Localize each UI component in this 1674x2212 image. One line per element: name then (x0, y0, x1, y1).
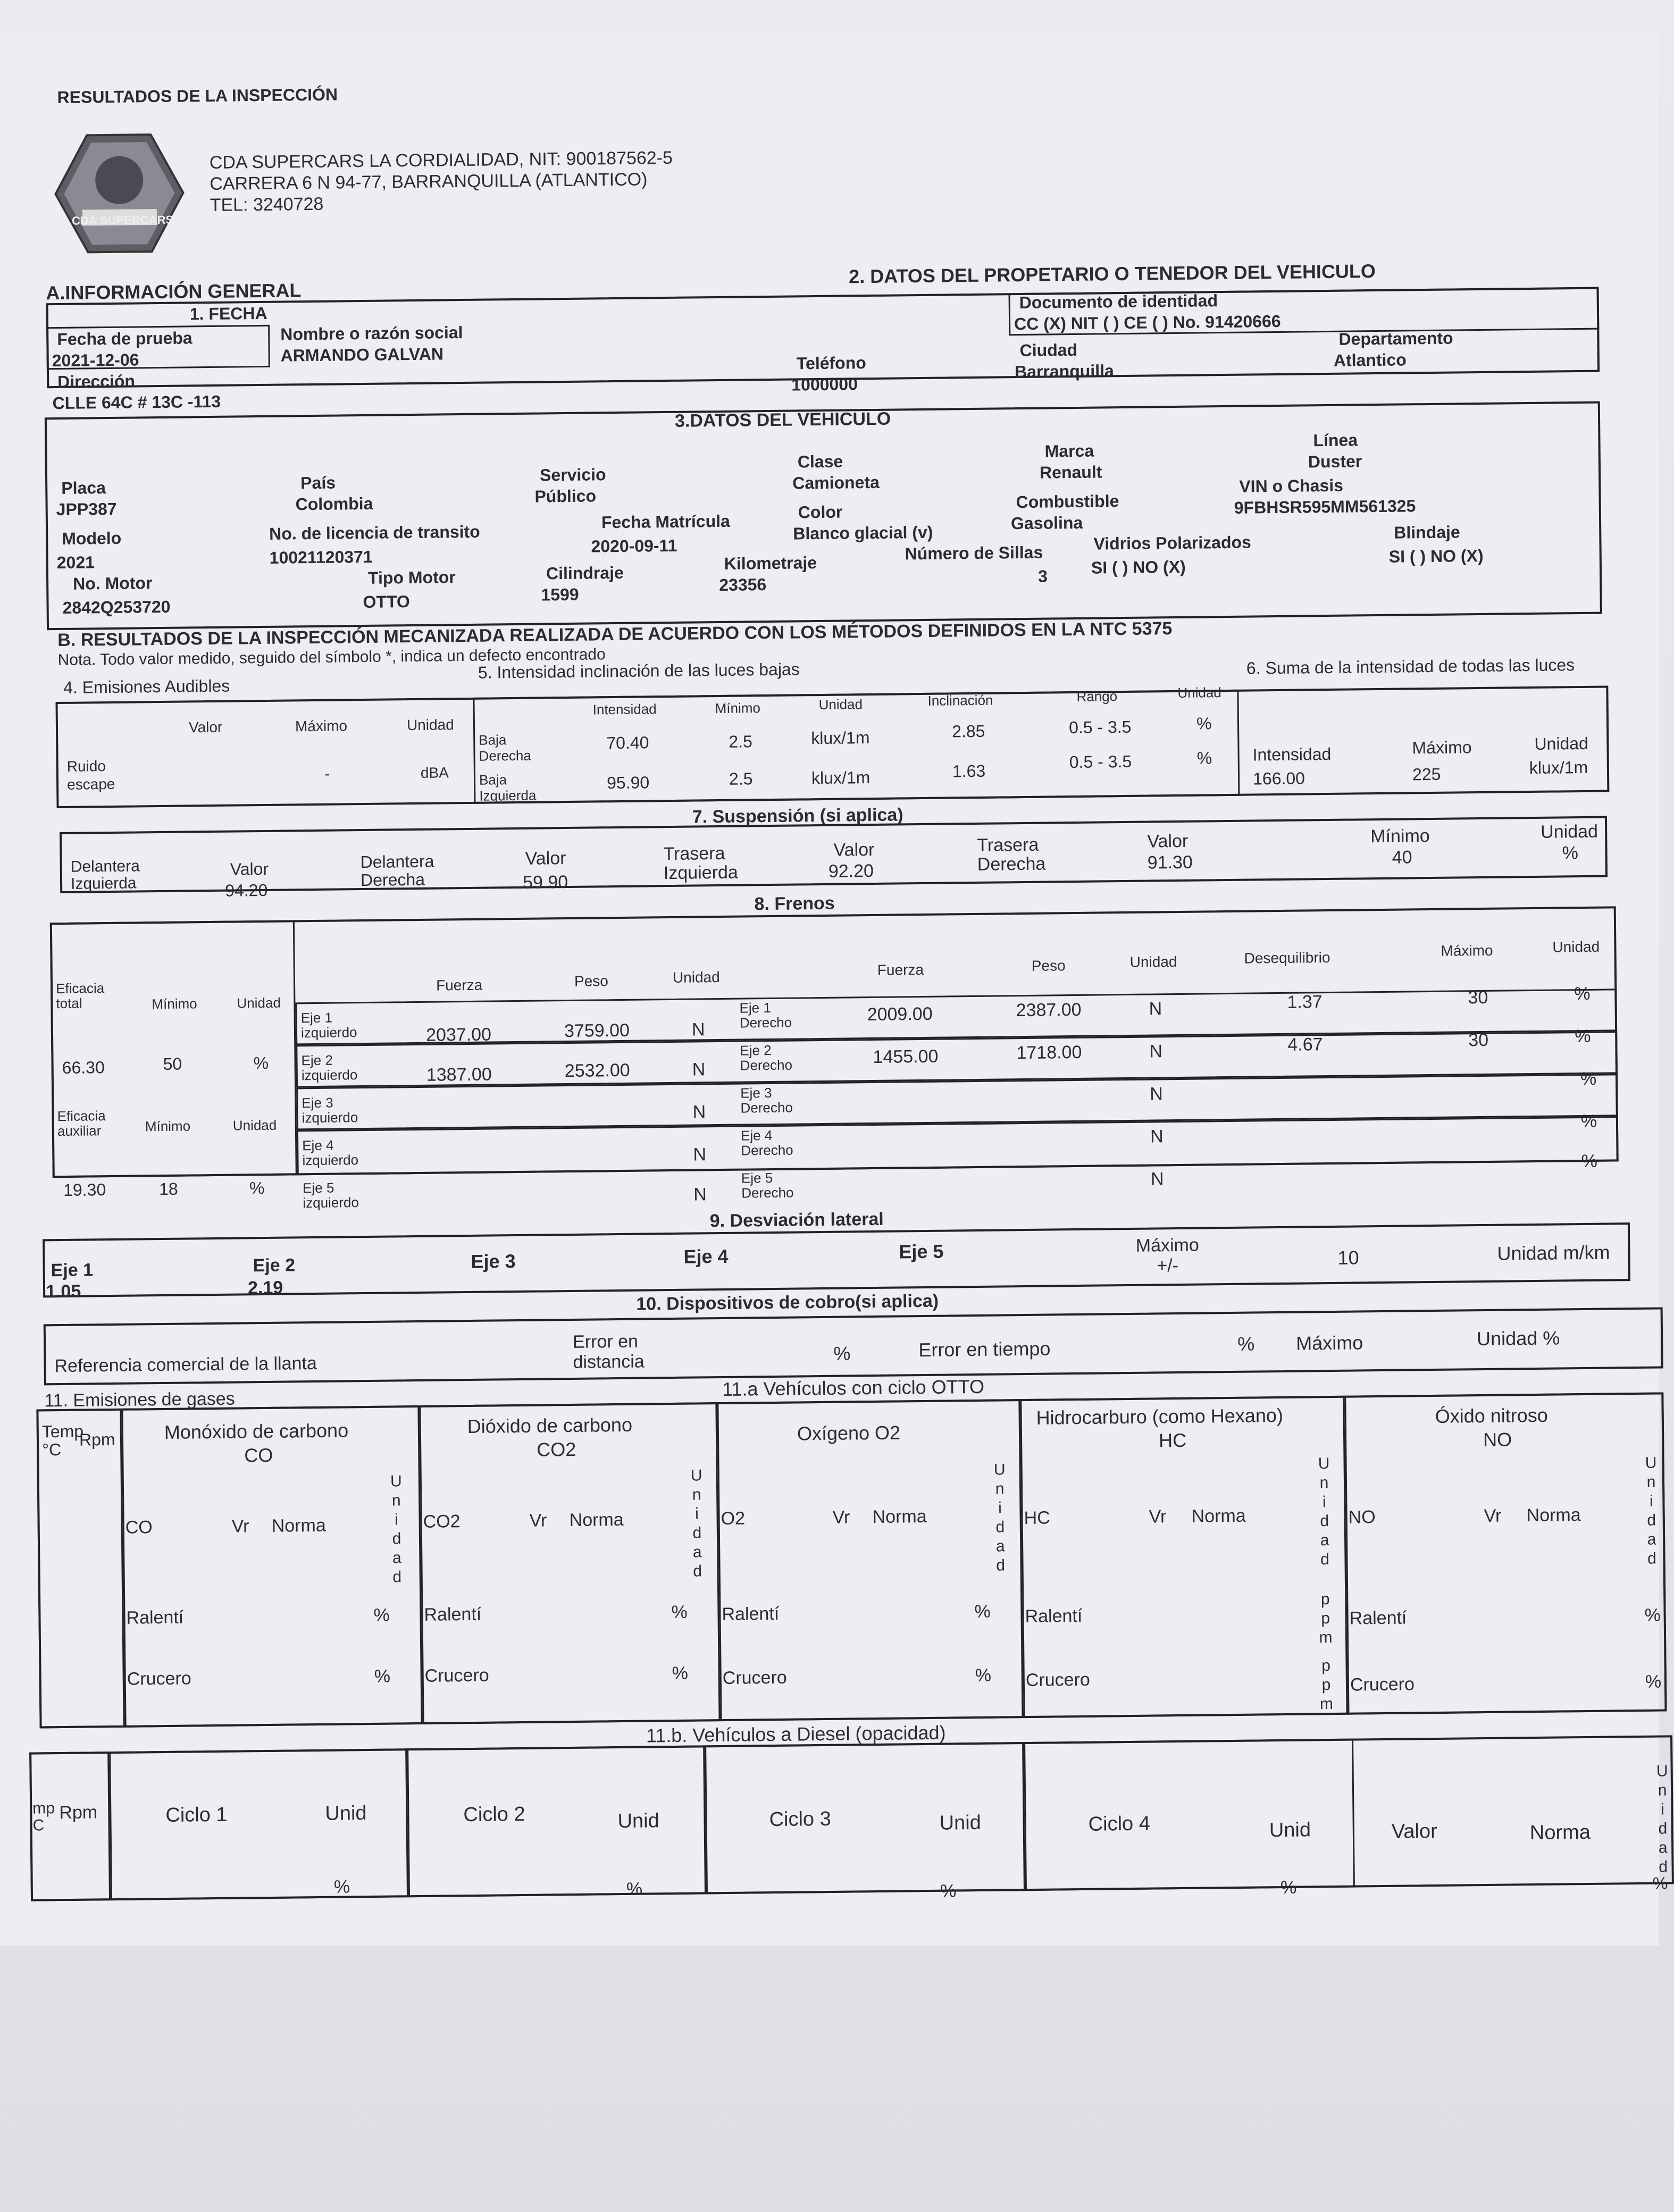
brake-row-4-izq-u: N (693, 1144, 707, 1165)
gases-otto-title: 11.a Vehículos con ciclo OTTO (722, 1375, 985, 1400)
eficacia-aux-unidad: % (249, 1178, 265, 1198)
matricula-label: Fecha Matrícula (601, 511, 731, 532)
eficacia-total-unidad-h: Unidad (237, 994, 281, 1011)
frenos-izq-unidad-h: Unidad (672, 969, 720, 986)
brake-row-3-der-u: N (1150, 1084, 1164, 1104)
diesel-ciclo-2 (407, 1745, 706, 1897)
motor-value: 2842Q253720 (62, 597, 171, 617)
frenos-der-unidad-h: Unidad (1129, 953, 1177, 970)
diesel-rpm-label: Rpm (59, 1802, 98, 1823)
gas3-vr: Vr (832, 1507, 850, 1528)
tipo-motor-label: Tipo Motor (367, 567, 456, 588)
frenos-izq-peso-h: Peso (574, 973, 609, 990)
gas2-vr: Vr (529, 1510, 547, 1531)
gas2-unidad-vert: U n i d a d (690, 1467, 702, 1580)
susp-ti-value: 92.20 (828, 860, 874, 882)
km-label: Kilometraje (724, 553, 817, 573)
gas2-norma: Norma (569, 1509, 624, 1531)
diesel-valor-label: Valor (1391, 1820, 1437, 1843)
diesel-norma-label: Norma (1529, 1821, 1591, 1845)
susp-td-label: Trasera Derecha (977, 834, 1046, 875)
diesel-u: % (1652, 1873, 1668, 1893)
cobro-err-dist-u: % (833, 1342, 851, 1364)
gas1-unidad-vert: U n i d a d (390, 1472, 402, 1586)
sillas-value: 3 (1037, 566, 1048, 586)
desv-eje2-label: Eje 2 (253, 1255, 296, 1276)
cobro-unidad-label: Unidad % (1476, 1327, 1560, 1350)
gas1-col: CO (125, 1517, 153, 1538)
susp-dd-label: Delantera Derecha (360, 851, 434, 890)
nombre-label: Nombre o razón social (280, 322, 463, 344)
gas1-ralenti: Ralentí (126, 1607, 184, 1628)
luces-h-unidad: Unidad (818, 696, 863, 713)
motor-label: No. Motor (72, 573, 153, 593)
gas5-col: NO (1348, 1507, 1376, 1528)
eficacia-total-label: Eficacia total (55, 980, 105, 1012)
desv-eje1-value: 1.05 (45, 1281, 81, 1302)
gas1-crucero: Crucero (127, 1668, 191, 1689)
gases-rpm-label: Rpm (79, 1429, 115, 1449)
fecha-prueba-value: 2021-12-06 (52, 350, 139, 371)
gas5-name: Óxido nitroso (1435, 1404, 1548, 1427)
frenos-max-h: Máximo (1441, 942, 1493, 959)
susp-di-value: 94.20 (225, 880, 268, 900)
susp-ti-label: Trasera Izquierda (663, 843, 738, 884)
susp-td-valor-h: Valor (1147, 831, 1188, 852)
modelo-label: Modelo (62, 528, 122, 548)
diesel-ciclo-1-unid: Unid (325, 1802, 367, 1825)
susp-min-value: 40 (1392, 847, 1412, 868)
gas5-norma: Norma (1526, 1505, 1581, 1526)
diesel-temp-label: mp C (32, 1799, 55, 1834)
ciudad-label: Ciudad (1019, 340, 1078, 361)
gas4-ralenti: Ralentí (1025, 1605, 1083, 1627)
desv-eje2-value: 2.19 (247, 1277, 283, 1298)
gas4-crucero: Crucero (1025, 1669, 1090, 1691)
gas3-name: Oxígeno O2 (797, 1421, 901, 1445)
gas4-norma: Norma (1191, 1505, 1246, 1527)
suma-intensidad: 166.00 (1252, 768, 1305, 789)
gas2-col: CO2 (423, 1511, 461, 1532)
diesel-ciclo-4-u: % (1280, 1877, 1297, 1898)
telefono-value: 1000000 (791, 374, 858, 395)
eficacia-total-unidad: % (253, 1053, 269, 1073)
gas4-vr: Vr (1149, 1506, 1167, 1527)
gas4-unidad-vert: U n i d a d (1318, 1455, 1330, 1569)
gas2-name: Dióxido de carbono (467, 1413, 633, 1438)
cobro-err-tiempo-label: Error en tiempo (918, 1337, 1051, 1361)
pais-value: Colombia (295, 493, 373, 514)
placa-label: Placa (61, 478, 106, 498)
brake-row-2-deseq: 4.67 (1287, 1034, 1323, 1055)
suma-unidad: klux/1m (1529, 757, 1588, 778)
gas2-crucero: Crucero (424, 1665, 489, 1686)
desviacion-title: 9. Desviación lateral (709, 1209, 884, 1231)
eficacia-aux-label: Eficacia auxiliar (57, 1108, 106, 1139)
gas1-norma: Norma (271, 1515, 326, 1536)
gas2-u2: % (672, 1663, 689, 1684)
servicio-label: Servicio (539, 465, 606, 485)
luces-h-rango: Rango (1076, 688, 1118, 705)
susp-min-h: Mínimo (1370, 826, 1430, 847)
brake-row-5-der: Eje 5 Derecho (741, 1169, 794, 1201)
color-value: Blanco glacial (v) (793, 522, 933, 543)
diesel-ciclo-2-unid: Unid (617, 1809, 659, 1833)
desv-max-value: 10 (1337, 1246, 1359, 1269)
combustible-value: Gasolina (1010, 513, 1083, 533)
section-b-note: Nota. Todo valor medido, seguido del símbolo *, indica un defecto encontrado (57, 646, 606, 669)
gas2-u1: % (671, 1602, 688, 1623)
gas4-u1: p p m (1319, 1590, 1333, 1647)
susp-ti-valor-h: Valor (833, 839, 875, 860)
gas2-sym: CO2 (537, 1438, 576, 1461)
marca-label: Marca (1044, 441, 1094, 461)
suma-max-h: Máximo (1412, 738, 1472, 758)
desv-eje1-label: Eje 1 (51, 1260, 94, 1281)
brake-row-1-izq-u: N (691, 1019, 705, 1040)
brake-row-5-izq: Eje 5 izquierdo (302, 1179, 359, 1211)
sillas-label: Número de Sillas (905, 542, 1043, 564)
gas1-u2: % (374, 1666, 391, 1687)
ruido-max-h: Máximo (295, 717, 348, 735)
marca-value: Renault (1039, 462, 1102, 482)
luces-row2-label: Baja Izquierda (479, 772, 537, 804)
gas4-name: Hidrocarburo (como Hexano) (1036, 1404, 1284, 1429)
depto-label: Departamento (1338, 328, 1453, 349)
susp-unidad-h: Unidad (1540, 821, 1598, 842)
tipo-motor-value: OTTO (363, 592, 411, 611)
gas1-vr: Vr (231, 1516, 249, 1537)
susp-unidad-value: % (1562, 843, 1579, 864)
ruido-max: - (324, 765, 330, 782)
frenos-deseq-h: Desequilibrio (1244, 949, 1330, 967)
luces-row2-unidad2: % (1196, 748, 1212, 768)
gas3-u2: % (975, 1665, 992, 1686)
blindaje-label: Blindaje (1394, 522, 1460, 542)
company-logo (49, 129, 189, 258)
blindaje-value: SI ( ) NO (X) (1388, 546, 1484, 566)
suspension-title: 7. Suspensión (si aplica) (692, 805, 903, 827)
cobro-max-label: Máximo (1296, 1331, 1363, 1354)
brake-row-4-u: % (1580, 1111, 1597, 1132)
luces-row1-unidad: klux/1m (811, 728, 870, 748)
eficacia-aux-min-h: Mínimo (145, 1118, 191, 1135)
brake-row-1-der: Eje 1 Derecho (739, 1000, 792, 1031)
brake-row-1-der-fuerza: 2009.00 (867, 1003, 933, 1025)
brake-row-5-u: % (1581, 1151, 1598, 1172)
doc-label: Documento de identidad (1019, 291, 1218, 313)
clase-value: Camioneta (792, 472, 880, 493)
gas1-u1: % (373, 1605, 390, 1626)
placa-value: JPP387 (56, 499, 117, 520)
gas3-unidad-vert: U n i d a d (993, 1461, 1006, 1574)
brake-row-1-deseq: 1.37 (1287, 992, 1323, 1012)
brake-row-3-der: Eje 3 Derecho (740, 1084, 793, 1116)
brake-row-2-izq-u: N (692, 1059, 706, 1080)
vehicle-title: 3.DATOS DEL VEHICULO (674, 408, 891, 431)
eficacia-total-min: 50 (163, 1054, 182, 1074)
brake-row-1-izq: Eje 1 izquierdo (300, 1009, 357, 1041)
susp-di-label: Delantera Izquierda (70, 857, 140, 893)
desv-eje3-label: Eje 3 (471, 1250, 516, 1272)
gas4-col: HC (1024, 1507, 1050, 1529)
ruido-title: 4. Emisiones Audibles (63, 676, 230, 697)
susp-dd-valor-h: Valor (525, 848, 566, 869)
luces-row1-rango: 0.5 - 3.5 (1068, 717, 1132, 738)
brake-row-2-der-u: N (1149, 1041, 1163, 1062)
ruido-label: Ruido escape (66, 758, 115, 793)
brake-row-4-der-u: N (1150, 1126, 1164, 1147)
frenos-izq-fuerza-h: Fuerza (436, 976, 483, 994)
servicio-value: Público (534, 486, 597, 506)
gas2-ralenti: Ralentí (424, 1604, 482, 1625)
suma-max: 225 (1412, 764, 1441, 784)
linea-label: Línea (1313, 430, 1358, 450)
gas5-u2: % (1645, 1671, 1662, 1692)
frenos-unidad-h: Unidad (1552, 938, 1600, 956)
luces-h-minimo: Mínimo (715, 700, 761, 717)
eficacia-aux-min: 18 (158, 1179, 178, 1199)
vin-value: 9FBHSR595MM561325 (1234, 496, 1416, 517)
frenos-der-peso-h: Peso (1031, 957, 1066, 974)
brake-row-1-max: 30 (1468, 987, 1488, 1008)
vidrios-label: Vidrios Polarizados (1093, 532, 1252, 554)
modelo-value: 2021 (56, 552, 95, 573)
company-line-2: CARRERA 6 N 94-77, BARRANQUILLA (ATLANTICO) (210, 169, 648, 194)
luces-row1-minimo: 2.5 (729, 732, 752, 751)
luces-row2-unidad: klux/1m (811, 768, 871, 788)
vin-label: VIN o Chasis (1239, 475, 1344, 496)
brake-row-5-izq-u: N (693, 1184, 707, 1205)
gas3-col: O2 (721, 1508, 746, 1529)
cobro-err-tiempo-u: % (1237, 1333, 1255, 1355)
diesel-ciclo-4-unid: Unid (1269, 1819, 1311, 1842)
gas3-norma: Norma (872, 1506, 927, 1528)
luces-row2-inclinacion: 1.63 (952, 761, 986, 781)
luces-row1-inclinacion: 2.85 (951, 721, 985, 741)
brake-row-2-der-fuerza: 1455.00 (873, 1046, 939, 1067)
brake-row-1-der-peso: 2387.00 (1016, 999, 1082, 1021)
licencia-value: 10021120371 (269, 547, 373, 567)
doc-value: CC (X) NIT ( ) CE ( ) No. 91420666 (1014, 311, 1281, 334)
color-label: Color (798, 502, 843, 522)
luces-title: 5. Intensidad inclinación de las luces bajas (478, 659, 800, 682)
brake-row-3-izq: Eje 3 izquierdo (302, 1094, 358, 1126)
diesel-ciclo-1-u: % (333, 1876, 350, 1897)
propietario-title: 2. DATOS DEL PROPETARIO O TENEDOR DEL VEHICULO (848, 260, 1376, 288)
vidrios-value: SI ( ) NO (X) (1091, 557, 1186, 577)
pais-label: País (300, 473, 336, 493)
eficacia-total-value: 66.30 (62, 1058, 105, 1077)
diesel-unidad-vert: U n i d a d (1656, 1762, 1668, 1876)
ruido-unidad-h: Unidad (406, 716, 454, 734)
cobro-err-dist-label: Error en distancia (572, 1331, 645, 1372)
direccion-value: CLLE 64C # 13C -113 (52, 391, 221, 413)
section-b-title: B. RESULTADOS DE LA INSPECCIÓN MECANIZADA REALIZADA DE ACUERDO CON LOS MÉTODOS DEFINIDOS EN LA NTC 5375 (57, 618, 1173, 651)
brake-row-4-izq: Eje 4 izquierdo (302, 1137, 359, 1169)
ciudad-value: Barranquilla (1014, 361, 1114, 382)
diesel-ciclo-4 (1024, 1739, 1355, 1891)
section-a-title: A.INFORMACIÓN GENERAL (46, 279, 302, 304)
luces-row2-rango: 0.5 - 3.5 (1069, 751, 1132, 772)
company-line-3: TEL: 3240728 (210, 194, 324, 215)
susp-di-valor-h: Valor (230, 859, 269, 879)
luces-row1-unidad2: % (1196, 714, 1212, 733)
brake-row-2-u: % (1575, 1026, 1591, 1047)
ruido-valor-h: Valor (188, 718, 223, 736)
luces-row1-label: Baja Derecha (479, 732, 532, 764)
brake-row-4-der: Eje 4 Derecho (740, 1127, 793, 1159)
fecha-prueba-label: Fecha de prueba (57, 328, 192, 349)
eficacia-total-min-h: Mínimo (152, 995, 197, 1012)
diesel-ciclo-3-u: % (940, 1881, 957, 1901)
gas4-sym: HC (1158, 1429, 1187, 1452)
depto-value: Atlantico (1333, 350, 1407, 370)
luces-h-intensidad: Intensidad (592, 701, 657, 718)
gas5-u1: % (1644, 1605, 1661, 1626)
brake-row-2-der: Eje 2 Derecho (740, 1042, 793, 1074)
brake-row-1-u: % (1574, 983, 1591, 1004)
frenos-der-fuerza-h: Fuerza (877, 961, 924, 978)
company-line-1: CDA SUPERCARS LA CORDIALIDAD, NIT: 900187562-5 (209, 147, 673, 173)
luces-row2-intensidad: 95.90 (606, 773, 650, 793)
gas3-ralenti: Ralentí (722, 1603, 780, 1625)
luces-h-inclinacion: Inclinación (927, 692, 993, 709)
combustible-label: Combustible (1016, 491, 1119, 512)
cobro-title: 10. Dispositivos de cobro(si aplica) (636, 1291, 939, 1314)
suma-unidad-h: Unidad (1534, 733, 1589, 753)
cilindraje-label: Cilindraje (546, 563, 624, 583)
gas5-sym: NO (1483, 1428, 1512, 1451)
brake-row-3-u: % (1580, 1068, 1597, 1090)
gas5-vr: Vr (1484, 1505, 1502, 1527)
brake-row-1-izq-peso: 3759.00 (564, 1020, 630, 1042)
diesel-ciclo-1-label: Ciclo 1 (165, 1803, 228, 1827)
susp-td-value: 91.30 (1147, 852, 1193, 873)
nombre-value: ARMANDO GALVAN (280, 344, 444, 365)
desv-max-label: Máximo +/- (1135, 1235, 1200, 1276)
susp-dd-value: 59.90 (522, 872, 568, 893)
licencia-label: No. de licencia de transito (269, 522, 480, 543)
suma-intensidad-h: Intensidad (1252, 744, 1332, 765)
cilindraje-value: 1599 (541, 584, 579, 605)
luces-h-unidad2: Unidad (1177, 684, 1221, 701)
brake-row-5-der-u: N (1150, 1169, 1164, 1189)
eficacia-cell (50, 920, 297, 1178)
direccion-label: Dirección (57, 371, 136, 391)
linea-value: Duster (1308, 451, 1362, 472)
desv-eje5-label: Eje 5 (899, 1240, 944, 1263)
gases-title: 11. Emisiones de gases (44, 1388, 235, 1411)
brake-row-1-izq-fuerza: 2037.00 (425, 1024, 492, 1045)
gas1-name: Monóxido de carbono (164, 1419, 349, 1443)
gas5-crucero: Crucero (1350, 1674, 1415, 1695)
gas5-ralenti: Ralentí (1349, 1607, 1407, 1629)
luces-row2-minimo: 2.5 (729, 769, 753, 789)
gas1-sym: CO (244, 1444, 273, 1467)
brake-row-1-der-u: N (1149, 999, 1162, 1019)
doc-title: RESULTADOS DE LA INSPECCIÓN (57, 85, 338, 107)
brake-row-2-max: 30 (1468, 1029, 1489, 1051)
brake-row-2-izq: Eje 2 izquierdo (301, 1052, 358, 1084)
luces-row1-intensidad: 70.40 (606, 733, 649, 753)
brake-row-2-der-peso: 1718.00 (1016, 1042, 1082, 1063)
eficacia-aux-value: 19.30 (63, 1180, 106, 1200)
desv-eje4-label: Eje 4 (683, 1245, 729, 1268)
brake-row-2-izq-peso: 2532.00 (564, 1060, 630, 1082)
gases-temp-label: Temp °C (41, 1421, 84, 1460)
suma-title: 6. Suma de la intensidad de todas las luces (1246, 655, 1575, 678)
gas4-u2: p p m (1319, 1657, 1334, 1713)
diesel-ciclo-3-unid: Unid (939, 1811, 982, 1834)
gas3-crucero: Crucero (722, 1667, 787, 1689)
diesel-ciclo-2-label: Ciclo 2 (463, 1803, 525, 1826)
telefono-label: Teléfono (796, 353, 867, 373)
brake-row-2-izq-fuerza: 1387.00 (426, 1064, 492, 1085)
logo-text: CDA SUPERCARS (71, 213, 174, 228)
km-value: 23356 (719, 575, 767, 594)
gas3-u1: % (974, 1601, 991, 1622)
fecha-title: 1. FECHA (189, 303, 267, 324)
cobro-ref-label: Referencia comercial de la llanta (54, 1353, 317, 1377)
gas5-unidad-vert: U n i d a d (1645, 1454, 1657, 1568)
clase-label: Clase (797, 451, 843, 472)
ruido-unidad: dBA (420, 764, 449, 781)
frenos-title: 8. Frenos (754, 893, 835, 915)
matricula-value: 2020-09-11 (591, 535, 677, 556)
inspection-report (12, 61, 1668, 1901)
diesel-ciclo-4-label: Ciclo 4 (1088, 1812, 1151, 1836)
desv-unidad: Unidad m/km (1497, 1241, 1610, 1264)
brake-row-3-izq-u: N (692, 1102, 706, 1122)
eficacia-aux-unidad-h: Unidad (232, 1117, 277, 1134)
diesel-ciclo-3-label: Ciclo 3 (769, 1807, 831, 1831)
diesel-ciclo-2-u: % (626, 1879, 643, 1899)
diesel-title: 11.b. Vehículos a Diesel (opacidad) (646, 1721, 946, 1747)
